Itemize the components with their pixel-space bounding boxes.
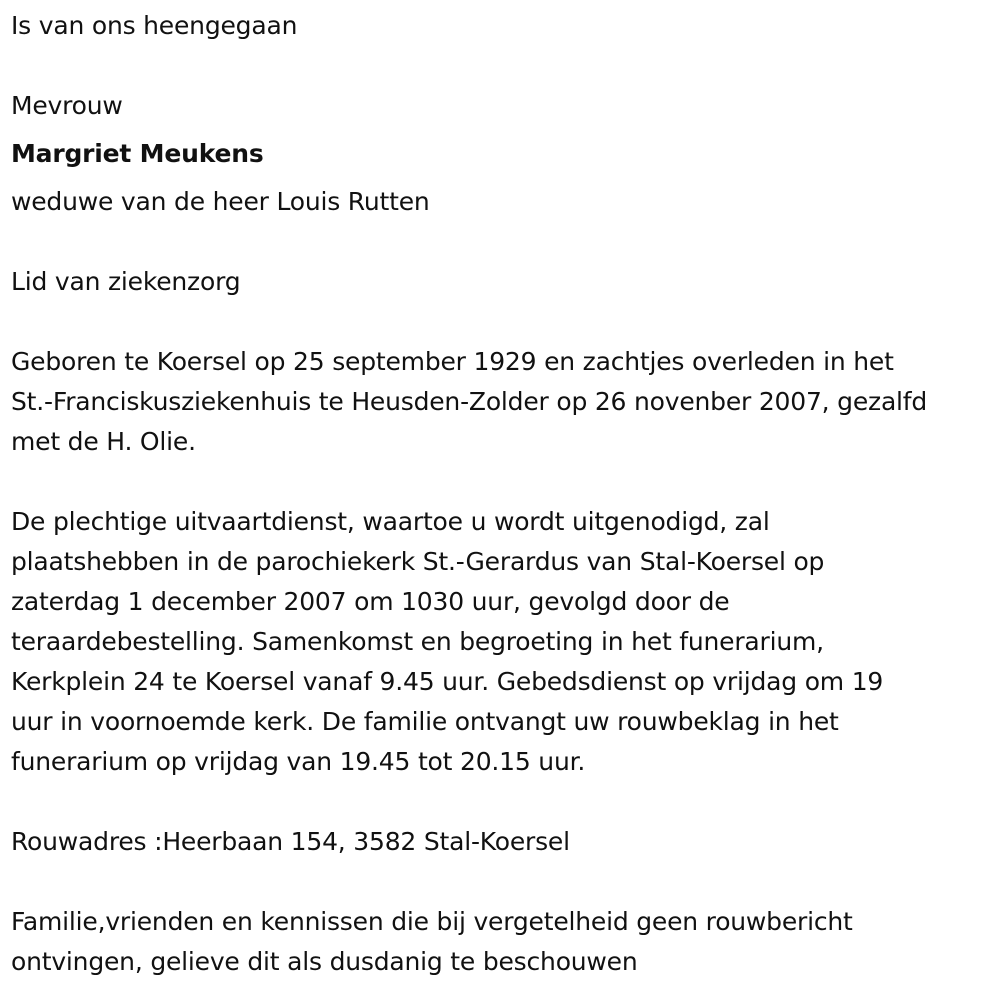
closing-paragraph	[11, 902, 853, 982]
mourning-address: Rouwadres :Heerbaan 154, 3582 Stal-Koersel	[11, 827, 570, 856]
funeral-line: funerarium op vrijdag van 19.45 tot 20.15 uur.	[11, 747, 586, 776]
intro-text: Is van ons heengegaan	[11, 11, 298, 40]
birth-death-line: met de H. Olie.	[11, 427, 196, 456]
birth-death-line: Geboren te Koersel op 25 september 1929 en zachtjes overleden in het	[11, 347, 894, 376]
birth-death-paragraph	[11, 342, 927, 462]
closing-line: ontvingen, gelieve dit als dusdanig te beschouwen	[11, 947, 638, 976]
funeral-line: De plechtige uitvaartdienst, waartoe u wordt uitgenodigd, zal	[11, 507, 770, 536]
funeral-line: zaterdag 1 december 2007 om 1030 uur, gevolgd door de	[11, 587, 730, 616]
funeral-line: uur in voornoemde kerk. De familie ontvangt uw rouwbeklag in het	[11, 707, 839, 736]
spouse-text: weduwe van de heer Louis Rutten	[11, 187, 430, 216]
funeral-paragraph	[11, 502, 883, 782]
title-prefix: Mevrouw	[11, 91, 123, 120]
closing-line: Familie,vrienden en kennissen die bij vergetelheid geen rouwbericht	[11, 907, 853, 936]
membership-text: Lid van ziekenzorg	[11, 267, 241, 296]
funeral-line: Kerkplein 24 te Koersel vanaf 9.45 uur. Gebedsdienst op vrijdag om 19	[11, 667, 884, 696]
funeral-line: teraardebestelling. Samenkomst en begroeting in het funerarium,	[11, 627, 824, 656]
funeral-line: plaatshebben in de parochiekerk St.-Gerardus van Stal-Koersel op	[11, 547, 825, 576]
deceased-name: Margriet Meukens	[11, 139, 264, 168]
birth-death-line: St.-Franciskusziekenhuis te Heusden-Zolder op 26 novenber 2007, gezalfd	[11, 387, 928, 416]
